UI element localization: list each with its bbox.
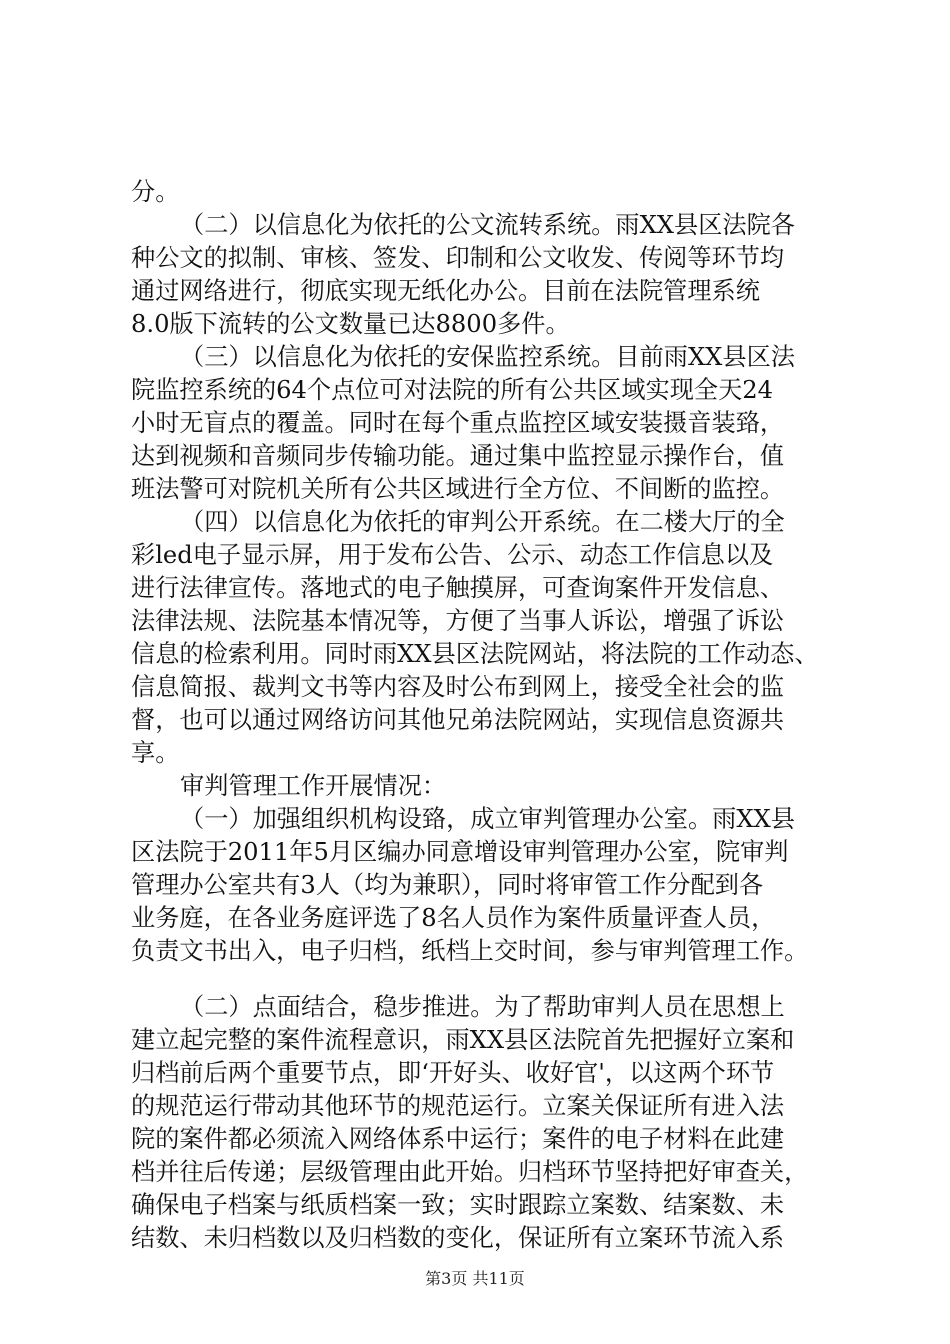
text-line-29: 院的案件都必须流入网络体系中运行；案件的电子材料在此建 (131, 1125, 785, 1153)
text-line-3: 种公文的拟制、审核、签发、印制和公文收发、传阅等环节均 (131, 244, 785, 272)
text-line-21: 区法院于2011年5月区编办同意增设审判管理办公室，院审判 (131, 838, 789, 866)
text-line-28: 的规范运行带动其他环节的规范运行。立案关保证所有进入法 (131, 1092, 785, 1120)
text-line-2: （二）以信息化为依托的公文流转系统。雨XX县区法院各 (180, 211, 795, 239)
text-line-17: 督，也可以通过网络访问其他兄弟法院网站，实现信息资源共 (131, 706, 785, 734)
text-line-11: （四）以信息化为依托的审判公开系统。在二楼大厅的全 (180, 508, 785, 536)
section-heading: 审判管理工作开展情况： (180, 772, 447, 800)
text-line-5: 8.0版下流转的公文数量已达8800多件。 (131, 310, 570, 338)
text-line-26: 建立起完整的案件流程意识，雨XX县区法院首先把握好立案和 (131, 1026, 795, 1054)
text-line-7: 院监控系统的64个点位可对法院的所有公共区域实现全天24 (131, 376, 774, 404)
text-line-15: 信息的检索利用。同时雨XX县区法院网站，将法院的工作动态、 (131, 640, 819, 668)
text-line-24: 负责文书出入，电子归档，纸档上交时间，参与审判管理工作。 (131, 937, 809, 965)
text-line-20: （一）加强组织机构设臵，成立审判管理办公室。雨XX县 (180, 805, 795, 833)
text-line-6: （三）以信息化为依托的安保监控系统。目前雨XX县区法 (180, 343, 795, 371)
text-line-1: 分。 (131, 178, 180, 206)
text-line-30: 档并往后传递；层级管理由此开始。归档环节坚持把好审查关， (131, 1158, 809, 1186)
text-line-16: 信息简报、裁判文书等内容及时公布到网上，接受全社会的监 (131, 673, 785, 701)
text-line-32: 结数、未归档数以及归档数的变化，保证所有立案环节流入系 (131, 1224, 785, 1252)
text-line-27: 归档前后两个重要节点，即‘开好头、收好官'，以这两个环节 (131, 1059, 775, 1087)
text-line-18: 享。 (131, 739, 180, 767)
page-number-footer: 第3页 共11页 (425, 1269, 525, 1288)
text-line-25: （二）点面结合，稳步推进。为了帮助审判人员在思想上 (180, 993, 785, 1021)
text-line-12: 彩led电子显示屏，用于发布公告、公示、动态工作信息以及 (131, 541, 774, 569)
text-line-8: 小时无盲点的覆盖。同时在每个重点监控区域安装摄音装臵， (131, 409, 785, 437)
text-line-10: 班法警可对院机关所有公共区域进行全方位、不间断的监控。 (131, 475, 785, 503)
text-line-13: 进行法律宣传。落地式的电子触摸屏，可查询案件开发信息、 (131, 574, 785, 602)
text-line-23: 业务庭，在各业务庭评选了8名人员作为案件质量评查人员， (131, 904, 776, 932)
text-line-4: 通过网络进行，彻底实现无纸化办公。目前在法院管理系统 (131, 277, 760, 305)
text-line-9: 达到视频和音频同步传输功能。通过集中监控显示操作台，值 (131, 442, 785, 470)
text-line-14: 法律法规、法院基本情况等，方便了当事人诉讼，增强了诉讼 (131, 607, 785, 635)
text-line-22: 管理办公室共有3人（均为兼职），同时将审管工作分配到各 (131, 871, 764, 899)
text-line-31: 确保电子档案与纸质档案一致；实时跟踪立案数、结案数、未 (131, 1191, 785, 1219)
